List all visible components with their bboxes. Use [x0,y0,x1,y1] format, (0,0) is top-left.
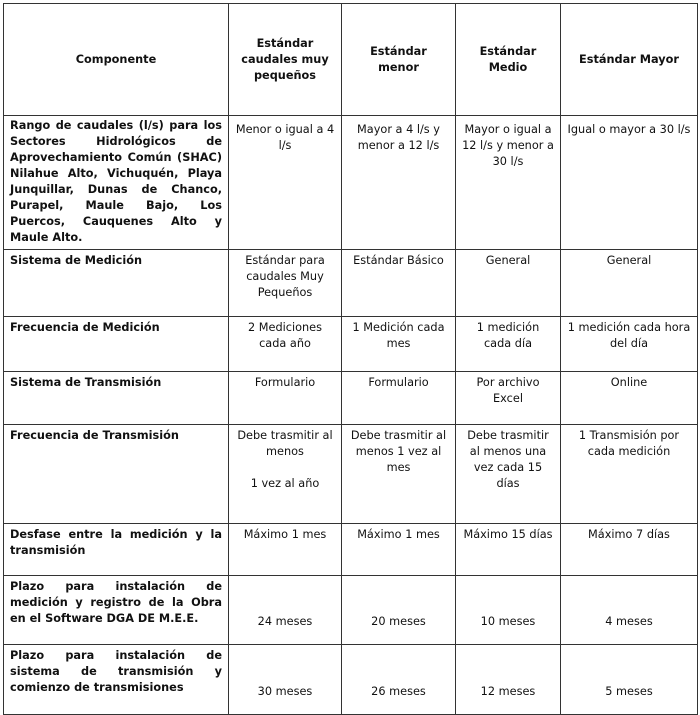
header-muy-pequenos: Estándar caudales muy pequeños [229,4,342,116]
standards-table [3,3,698,715]
cell-value: 30 meses [229,645,342,715]
cell-value: Estándar Básico [342,250,456,317]
cell-value: 12 meses [456,645,561,715]
cell-value: 24 meses [229,576,342,645]
row-label: Sistema de Medición [4,250,229,317]
cell-value: 4 meses [561,576,698,645]
cell-value: 5 meses [561,645,698,715]
cell-value: 20 meses [342,576,456,645]
cell-value: Mayor o igual a 12 l/s y menor a 30 l/s [456,116,561,250]
row-label: Plazo para instalación de sistema de transmisión y comienzo de transmisiones [4,645,229,715]
cell-value: 2 Mediciones cada año [229,317,342,372]
cell-value: Menor o igual a 4 l/s [229,116,342,250]
cell-value: 26 meses [342,645,456,715]
cell-value: Máximo 7 días [561,524,698,576]
cell-value: 1 medición cada día [456,317,561,372]
cell-value: 10 meses [456,576,561,645]
header-mayor: Estándar Mayor [561,4,698,116]
cell-value: Igual o mayor a 30 l/s [561,116,698,250]
cell-value: Máximo 15 días [456,524,561,576]
table-row [4,645,698,715]
cell-value: Debe trasmitir al menos 1 vez al año [229,425,342,524]
header-row [4,4,698,116]
header-menor: Estándar menor [342,4,456,116]
table-row [4,116,698,250]
row-label: Plazo para instalación de medición y registro de la Obra en el Software DGA DE M.E.E. [4,576,229,645]
cell-value: General [561,250,698,317]
header-componente: Componente [4,4,229,116]
row-label: Frecuencia de Medición [4,317,229,372]
cell-value: 1 Transmisión por cada medición [561,425,698,524]
cell-value: Online [561,372,698,425]
table-row [4,250,698,317]
table-row [4,524,698,576]
row-label: Frecuencia de Transmisión [4,425,229,524]
cell-value: Debe trasmitir al menos una vez cada 15 días [456,425,561,524]
table-row [4,317,698,372]
table-row [4,372,698,425]
cell-value: 1 medición cada hora del día [561,317,698,372]
cell-value: Formulario [229,372,342,425]
row-label: Sistema de Transmisión [4,372,229,425]
table-row [4,425,698,524]
cell-value: 1 Medición cada mes [342,317,456,372]
cell-value: Máximo 1 mes [342,524,456,576]
row-label: Rango de caudales (l/s) para los Sectores Hidrológicos de Aprovechamiento Común (SHAC) Nilahue Alto, Vichuquén, Playa Junquillar, Dunas de Chanco, Purapel, Maule Bajo, Los Puercos, Cauquenes Alto y Maule Alto. [4,116,229,250]
cell-value: Estándar para caudales Muy Pequeños [229,250,342,317]
row-label: Desfase entre la medición y la transmisión [4,524,229,576]
cell-value: General [456,250,561,317]
table-row [4,576,698,645]
cell-value: Debe trasmitir al menos 1 vez al mes [342,425,456,524]
cell-value: Máximo 1 mes [229,524,342,576]
cell-value: Por archivo Excel [456,372,561,425]
header-medio: Estándar Medio [456,4,561,116]
cell-value: Mayor a 4 l/s y menor a 12 l/s [342,116,456,250]
cell-value: Formulario [342,372,456,425]
